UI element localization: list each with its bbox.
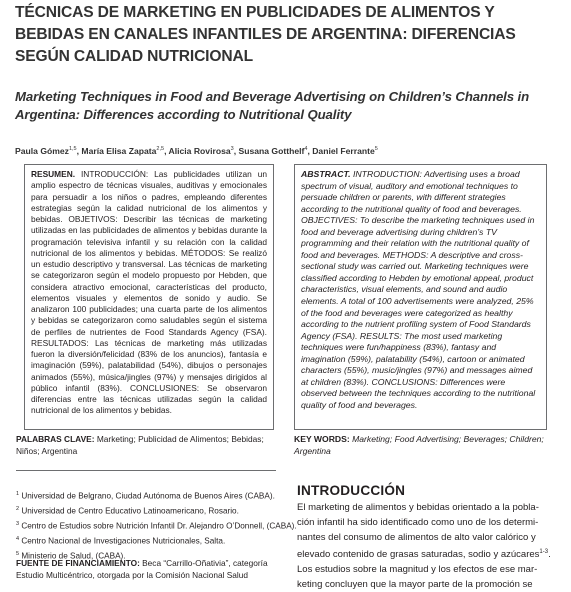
body-line: El marketing de alimentos y bebidas orientado a la pobla- [297,502,539,513]
author: María Elisa Zapata$^{2,5}$, [81,146,169,156]
keywords-spanish [16,434,276,457]
affiliation-item: $^4$ Centro Nacional de Investigaciones Nutricionales, Salta. [16,535,226,546]
affiliations [16,488,297,563]
funding-note [16,558,278,582]
affiliation-item: $^5$ Ministerio de Salud, (CABA). [16,550,126,561]
keywords-text: Marketing; Food Advertising; Beverages; Children; Argentina [294,434,544,456]
keywords-label: PALABRAS CLAVE: [16,434,95,444]
body-line: nantes del consumo de alimentos de alto valor calórico y [297,532,536,543]
footnote-divider [16,470,276,471]
keywords-label: KEY WORDS: [294,434,350,444]
author: Paula Gómez$^{1,5}$, [15,146,82,156]
author: Susana Gotthelf$^4$, [238,146,313,156]
funding-label: FUENTE DE FINANCIAMIENTO: [16,558,140,568]
abstract-text: INTRODUCTION: Advertising uses a broad spectrum of visual, auditory and emotional techniques to persuade children or parents, with different strategies according to the nutritional quality of food and beverages. OBJECTIVES: To describe the marketing techniques used in food and beverage advertising during children’s TV programming and their relation with the nutritional quality of food and beverages. METHODS: A descriptive and cross-sectional study was carried out. Marketing techniques were classified according to Hebden by emotional appeal, product characteristics, visual elements, and sound and audio elements. A total of 100 advertisements were analyzed, 25% of the food and beverages were categorized as healthy according to the nutrient profiling system of Food Standards Agency (FSA). RESULTS: The most used marketing techniques were fun/happiness (83%), fantasy and imagination (59%), palatability (54%), cartoon or animated characters (55%), music/jingles (97%) and messages aimed at children (83%). CONCLUSIONS: Differences were observed between the techniques according to the nutritional quality of food and beverages. [301,169,536,410]
keywords-text: Marketing; Publicidad de Alimentos; Bebidas; Niños; Argentina [16,434,264,456]
funding-text: Beca “Carrillo-Oñativia”, categoría Estudio Multicéntrico, otorgada por la Comisión Nacional Salud [16,558,268,580]
abstract-label: RESUMEN. [31,169,76,179]
article-title: TÉCNICAS DE MARKETING EN PUBLICIDADES DE ALIMENTOS Y BEBIDAS EN CANALES INFANTILES DE ARGENTINA: DIFERENCIAS SEGÚN CALIDAD NUTRICIONAL [15,4,516,65]
abstract-english [294,164,547,430]
body-line: ción infantil ha sido identificado como uno de los determi- [297,517,539,528]
author: Alicia Rovirosa$^3$, [168,146,239,156]
affiliation-item: $^1$ Universidad de Belgrano, Ciudad Autónoma de Buenos Aires (CABA). [16,491,275,501]
affiliation-item: $^3$ Centro de Estudios sobre Nutrición Infantil Dr. Alejandro O’Donnell, (CABA). [16,520,297,531]
introduction-body [297,500,552,592]
section-heading-introduccion: INTRODUCCIÓN [297,483,406,498]
author: Daniel Ferrante$^5$ [312,146,378,156]
body-line: keting concluyen que la mayor parte de la promoción se [297,579,533,591]
abstract-label: ABSTRACT. [301,169,351,179]
article-subtitle: Marketing Techniques in Food and Beverage Advertising on Children’s Channels in Argentina: Differences according to Nutritional Quality [15,89,530,122]
citation: 1-3 [539,549,549,555]
abstract-text: INTRODUCCIÓN: Las publicidades utilizan un amplio espectro de técnicas visuales, auditivas y emocionales para persuadir a los niños o padres, empleando diferentes estrategias según la calidad nutricional de los alimentos y bebidas. OBJETIVOS: Describir las técnicas de marketing utilizadas en las publicidades de alimentos y bebidas durante la programación televisiva infantil y su relación con la calidad nutricional de los alimentos y bebidas. MÉTODOS: Se realizó un estudio descriptivo y transversal. Las técnicas de marketing se categorizaron según el modelo propuesto por Hebden, que considera atractivo emocional, características del producto, elementos visuales y elementos de sonido y audio. Se analizaron 100 publicidades; una cuarta parte de los alimentos y bebidas se categorizaron como saludables según el sistema de perfiles de nutrientes de Food Standards Agency (FSA). RESULTADOS: Las técnicas de marketing más utilizadas fueron la diversión/felicidad (83% de los anuncios), fantasía e imaginación (59%), palatabilidad (54%), dibujos o personajes animados (55%), música/jingles (97%) y mensajes dirigidos al público infantil (83%). CONCLUSIONES: Se observaron diferencias entre las técnicas utilizadas según la calidad nutricional de los alimentos y bebidas. [31,169,267,416]
keywords-english [294,434,554,457]
body-line: elevado contenido de grasas saturadas, sodio y azúcares$^{1-3}$. [297,549,551,561]
author-list [15,146,560,156]
body-line: Los estudios sobre la magnitud y los efectos de ese mar- [297,564,538,576]
abstract-spanish [24,164,274,430]
affiliation-item: $^2$ Universidad de Centro Educativo Latinoamericano, Rosario. [16,505,239,516]
